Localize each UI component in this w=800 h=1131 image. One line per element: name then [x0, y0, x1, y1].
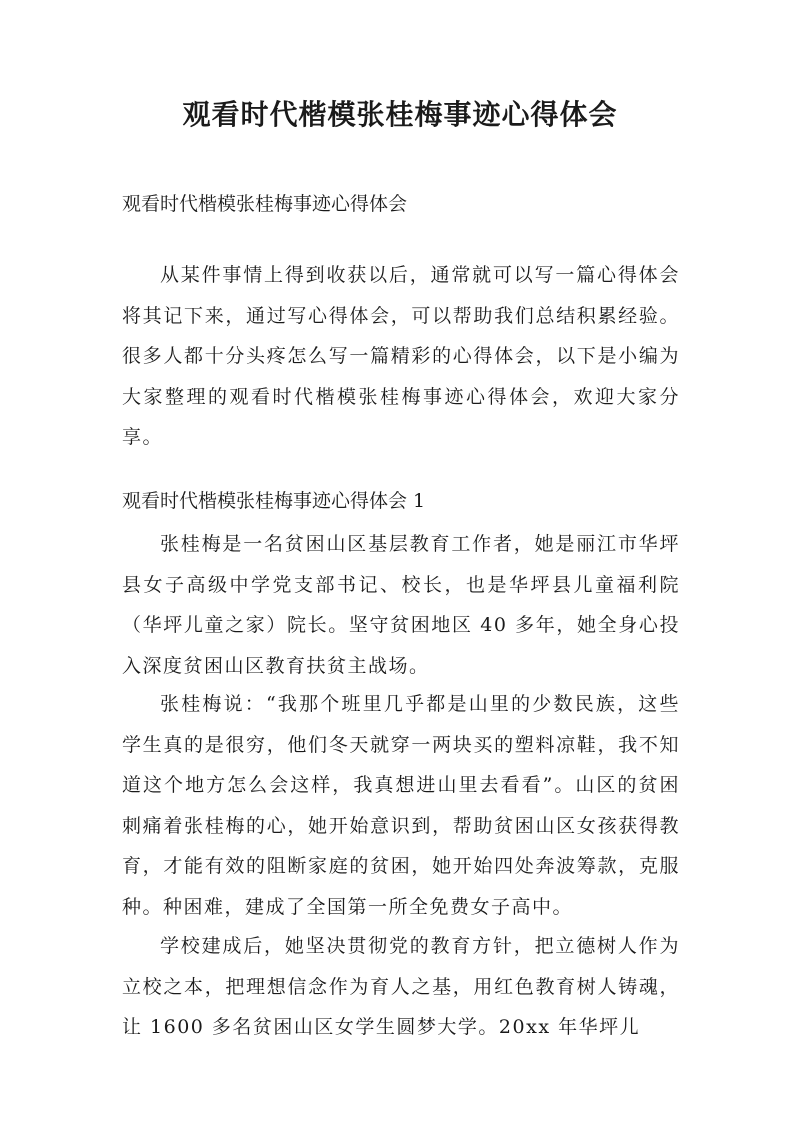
body-paragraph-3: 学校建成后，她坚决贯彻党的教育方针，把立德树人作为立校之本，把理想信念作为育人之基，用红色教育树人铸魂，让 1600 多名贫困山区女学生圆梦大学。20xx 年华坪儿	[122, 935, 680, 1039]
section-heading: 观看时代楷模张桂梅事迹心得体会 1	[122, 490, 426, 512]
body-paragraph-1: 张桂梅是一名贫困山区基层教育工作者，她是丽江市华坪县女子高级中学党支部书记、校长，也是华坪县儿童福利院（华坪儿童之家）院长。坚守贫困地区 40 多年，她全身心投入深度贫困山区教育扶贫主战场。	[122, 533, 680, 677]
intro-paragraph: 从某件事情上得到收获以后，通常就可以写一篇心得体会将其记下来，通过写心得体会，可以帮助我们总结积累经验。很多人都十分头疼怎么写一篇精彩的心得体会，以下是小编为大家整理的观看时代楷模张桂梅事迹心得体会，欢迎大家分享。	[122, 264, 680, 449]
body-paragraph-2: 张桂梅说：“我那个班里几乎都是山里的少数民族，这些学生真的是很穷，他们冬天就穿一两块买的塑料凉鞋，我不知道这个地方怎么会这样，我真想进山里去看看”。山区的贫困刺痛着张桂梅的心，她开始意识到，帮助贫困山区女孩获得教育，才能有效的阻断家庭的贫困，她开始四处奔波筹款，克服种。种困难，建成了全国第一所全免费女子高中。	[122, 693, 680, 918]
document-title: 观看时代楷模张桂梅事迹心得体会	[182, 98, 618, 131]
document-subtitle: 观看时代楷模张桂梅事迹心得体会	[122, 193, 408, 215]
